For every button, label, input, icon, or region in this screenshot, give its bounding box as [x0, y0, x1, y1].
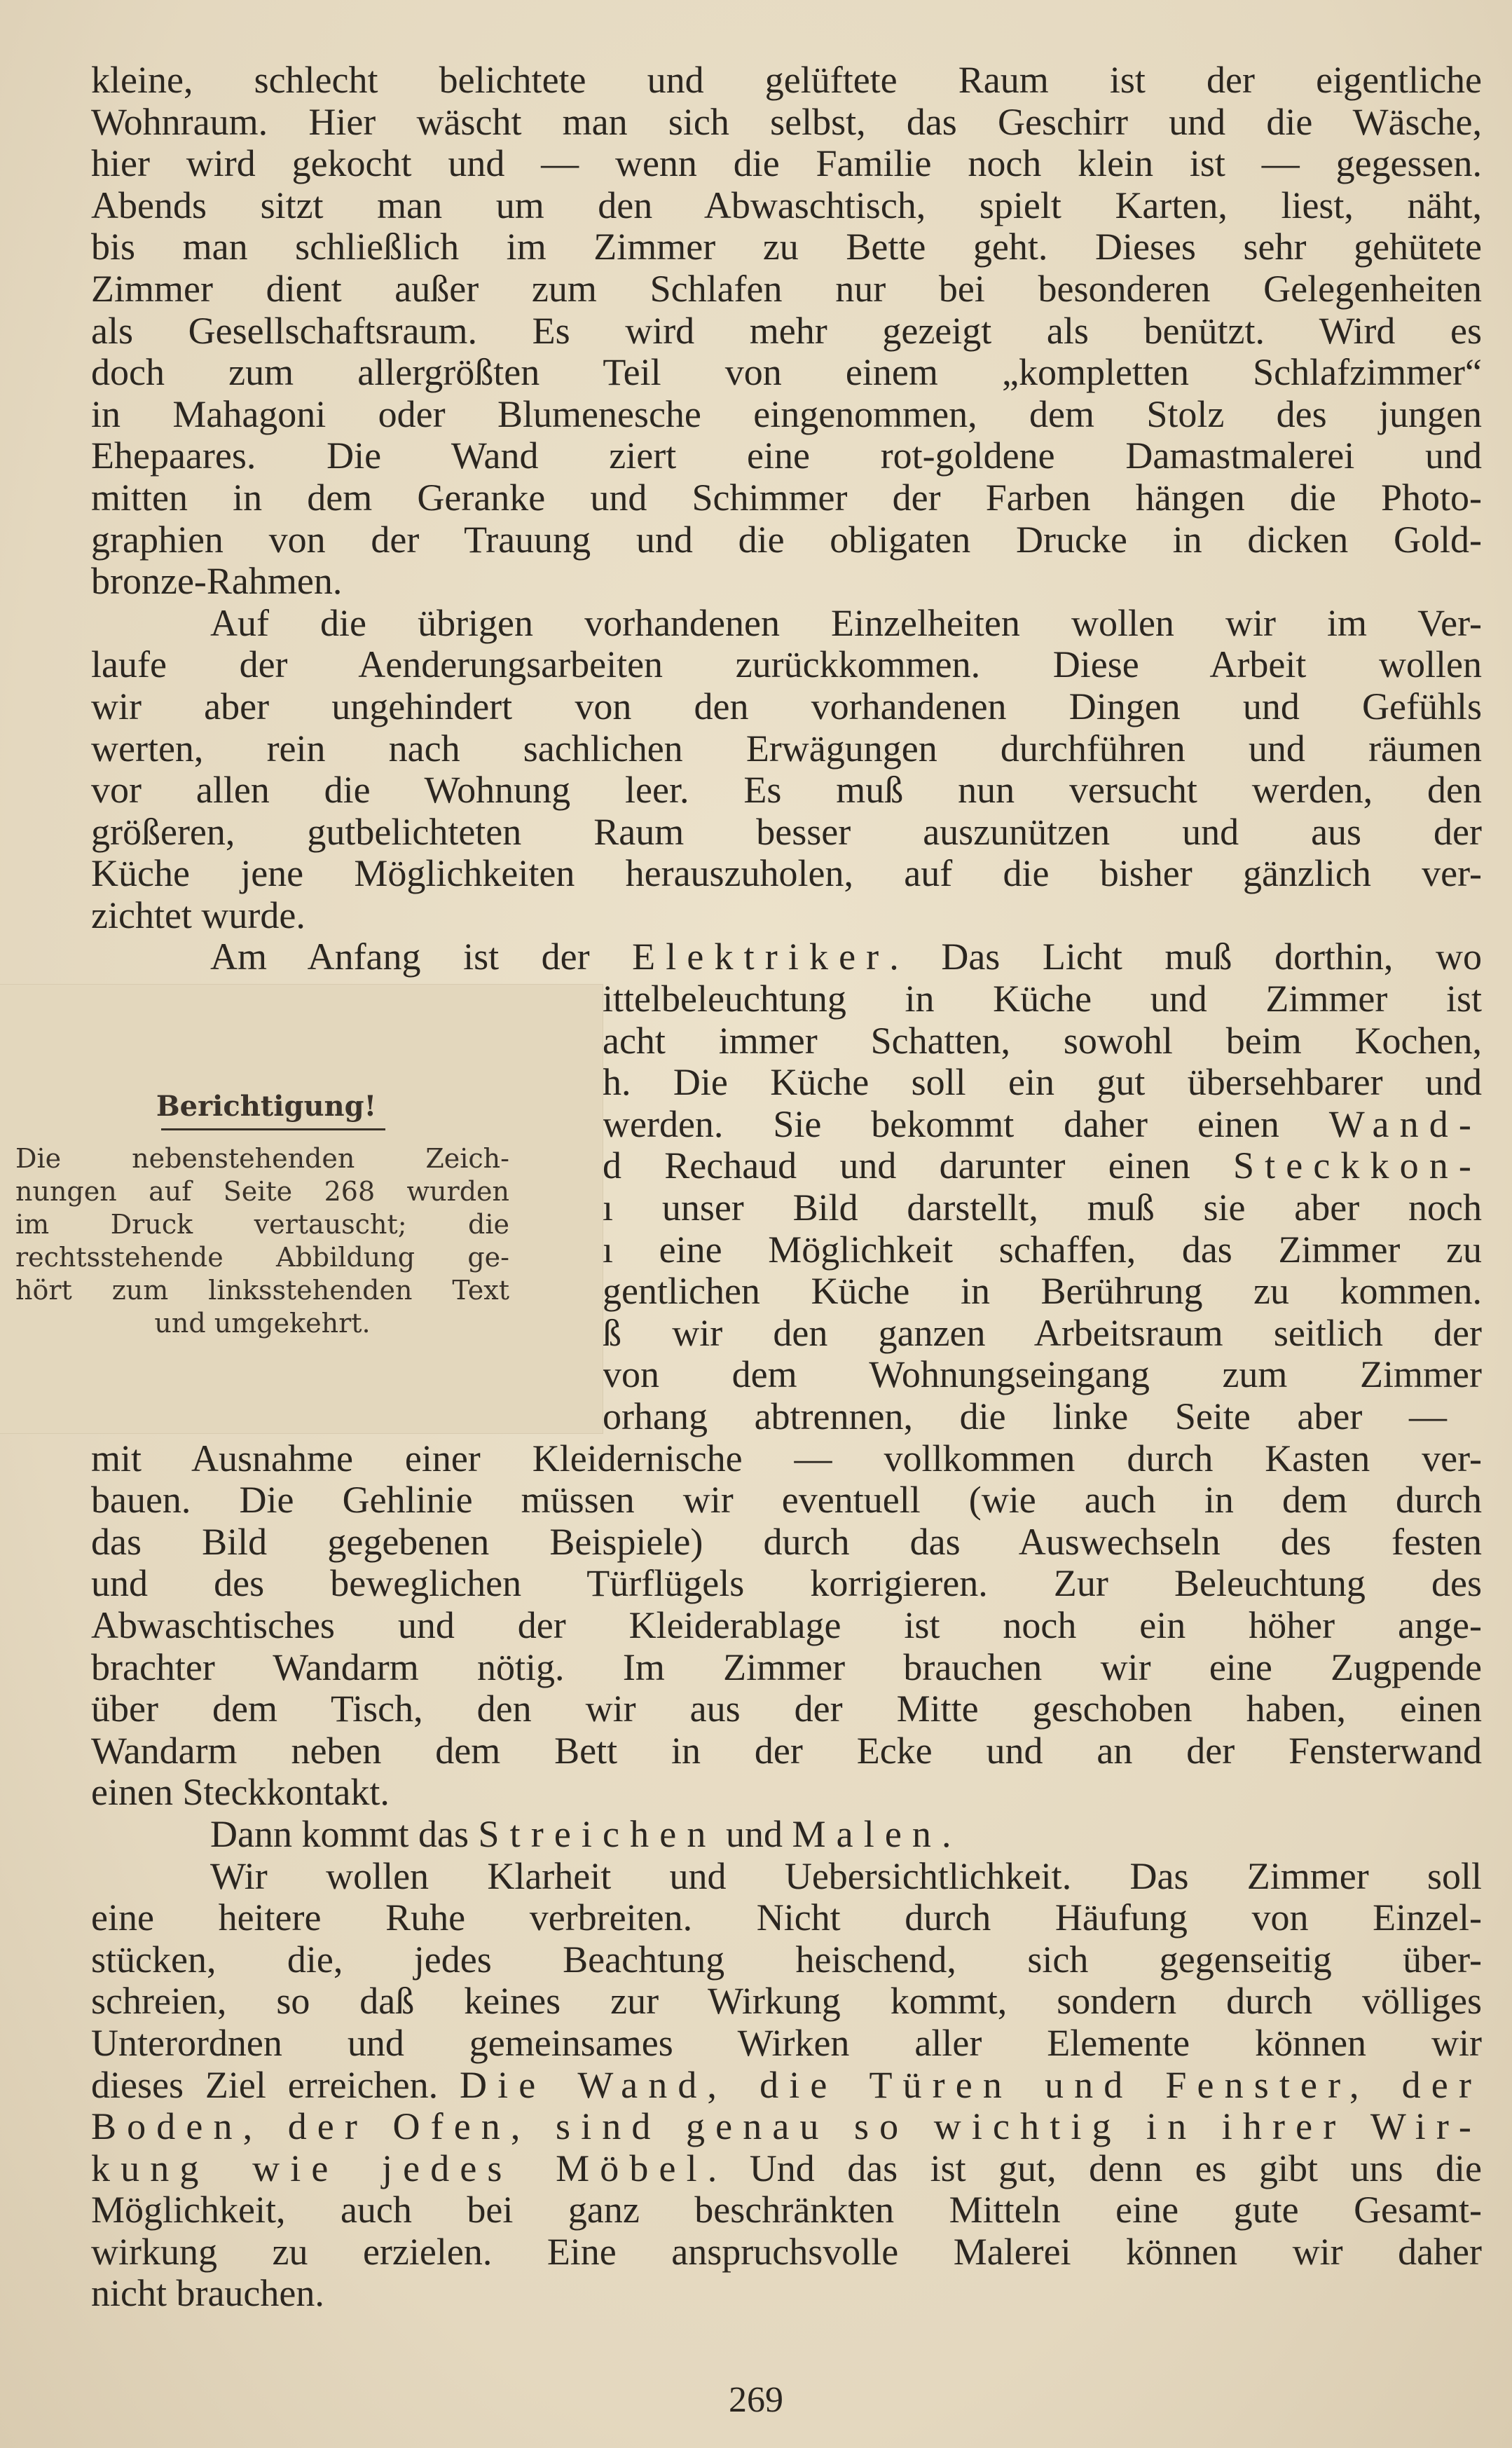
text-line: ittelbeleuchtung in Küche und Zimmer ist — [603, 978, 1482, 1020]
text-line — [91, 1814, 1482, 1856]
text-line: bis man schließlich im Zimmer zu Bette geht. Dieses sehr gehütete — [91, 226, 1482, 268]
note-line: nungen auf Seite 268 wurden — [15, 1176, 509, 1207]
text-line: einen Steckkontakt. — [91, 1771, 390, 1814]
text-line: eine heitere Ruhe verbreiten. Nicht durch Häufung von Einzel- — [91, 1896, 1482, 1939]
text-run: . Das Licht muß dorthin, wo — [889, 936, 1482, 978]
page-number: 269 — [729, 2380, 783, 2420]
text-run: und — [716, 1812, 792, 1855]
note-title: Berichtigung! — [156, 1090, 377, 1123]
text-line: von dem Wohnungseingang zum Zimmer — [603, 1353, 1482, 1396]
correction-note — [0, 985, 603, 1433]
text-line: Ehepaares. Die Wand ziert eine rot-goldene Damastmalerei und — [91, 435, 1482, 477]
note-line: Die nebenstehenden Zeich- — [15, 1143, 509, 1174]
text-line: orhang abtrennen, die linke Seite aber — — [603, 1395, 1447, 1437]
note-line: hört zum linksstehenden Text — [15, 1275, 509, 1306]
text-line — [91, 936, 1482, 978]
text-line: größeren, gutbelichteten Raum besser auszunützen und aus der — [91, 810, 1482, 853]
text-line: laufe der Aenderungsarbeiten zurückkommen. Diese Arbeit wollen — [91, 643, 1482, 686]
spaced-emphasis: Wand- — [1328, 1102, 1482, 1145]
text-line: wir aber ungehindert von den vorhandenen Dingen und Gefühls — [91, 685, 1482, 727]
text-run: . Und das ist gut, denn es gibt uns die — [707, 2147, 1482, 2189]
text-line: ß wir den ganzen Arbeitsraum seitlich der — [603, 1311, 1482, 1354]
text-line: bronze-Rahmen. — [91, 560, 343, 603]
text-line: wirkung zu erzielen. Eine anspruchsvolle Malerei können wir daher — [91, 2230, 1482, 2273]
spaced-emphasis: Die Wand, die Türen und Fenster, der — [459, 2063, 1482, 2106]
text-line: Wandarm neben dem Bett in der Ecke und an der Fensterwand — [91, 1729, 1482, 1772]
text-line: schreien, so daß keines zur Wirkung kommt, sondern durch völliges — [91, 1980, 1482, 2023]
text-line: nicht brauchen. — [91, 2272, 324, 2315]
spaced-emphasis: Elektriker — [632, 936, 890, 978]
text-line: Unterordnen und gemeinsames Wirken aller Elemente können wir — [91, 2021, 1482, 2064]
text-line: Abwaschtisches und der Kleiderablage ist noch ein höher ange- — [91, 1603, 1482, 1646]
text-line — [603, 1145, 1482, 1187]
text-line: ı eine Möglichkeit schaffen, das Zimmer zu — [603, 1228, 1482, 1271]
text-line: Abends sitzt man um den Abwaschtisch, spielt Karten, liest, näht, — [91, 184, 1482, 226]
text-run: werden. Sie bekommt daher einen — [603, 1102, 1329, 1145]
note-body — [15, 1142, 509, 1340]
text-line: Zimmer dient außer zum Schlafen nur bei besonderen Gelegenheiten — [91, 267, 1482, 310]
text-line — [91, 2065, 1482, 2107]
text-line — [91, 2106, 1482, 2148]
text-line: und des beweglichen Türflügels korrigieren. Zur Beleuchtung des — [91, 1562, 1482, 1605]
text-line: stücken, die, jedes Beachtung heischend, sich gegenseitig über- — [91, 1938, 1482, 1981]
spaced-emphasis: Malen — [792, 1812, 942, 1855]
spaced-emphasis: kung wie jedes Möbel — [91, 2147, 708, 2189]
text-run: d Rechaud und darunter einen — [603, 1144, 1233, 1187]
note-line: rechtsstehende Abbildung ge- — [15, 1242, 509, 1273]
text-line: gentlichen Küche in Berührung zu kommen. — [603, 1270, 1482, 1313]
text-line: über dem Tisch, den wir aus der Mitte geschoben haben, einen — [91, 1688, 1482, 1730]
text-line: hier wird gekocht und — wenn die Familie noch klein ist — gegessen. — [91, 142, 1482, 185]
text-line: acht immer Schatten, sowohl beim Kochen, — [603, 1019, 1482, 1062]
text-line: ı unser Bild darstellt, muß sie aber noch — [603, 1187, 1482, 1229]
text-run: . — [942, 1812, 951, 1855]
text-line: bauen. Die Gehlinie müssen wir eventuell (wie auch in dem durch — [91, 1479, 1482, 1522]
text-line: Möglichkeit, auch bei ganz beschränkten Mitteln eine gute Gesamt- — [91, 2189, 1482, 2231]
text-line: vor allen die Wohnung leer. Es muß nun versucht werden, den — [91, 769, 1482, 812]
text-line: das Bild gegebenen Beispiele) durch das Auswechseln des festen — [91, 1520, 1482, 1563]
text-line: werten, rein nach sachlichen Erwägungen durchführen und räumen — [91, 727, 1482, 770]
text-line: doch zum allergrößten Teil von einem „kompletten Schlafzimmer“ — [91, 351, 1482, 394]
note-title-underline — [161, 1128, 385, 1130]
note-line: im Druck vertauscht; die — [15, 1209, 509, 1240]
text-line: mitten in dem Geranke und Schimmer der Farben hängen die Photo- — [91, 476, 1482, 519]
text-line — [603, 1104, 1482, 1146]
text-run: dieses Ziel erreichen. — [91, 2063, 460, 2106]
text-line: brachter Wandarm nötig. Im Zimmer brauchen wir eine Zugpende — [91, 1646, 1482, 1688]
text-line: Auf die übrigen vorhandenen Einzelheiten wollen wir im Ver- — [210, 601, 1482, 644]
text-line: mit Ausnahme einer Kleidernische — vollkommen durch Kasten ver- — [91, 1437, 1482, 1479]
text-line: graphien von der Trauung und die obligaten Drucke in dicken Gold- — [91, 518, 1482, 561]
text-line: h. Die Küche soll ein gut übersehbarer und — [603, 1061, 1482, 1104]
text-line: als Gesellschaftsraum. Es wird mehr gezeigt als benützt. Wird es — [91, 309, 1482, 352]
text-line: in Mahagoni oder Blumenesche eingenommen, dem Stolz des jungen — [91, 392, 1482, 435]
spaced-emphasis: Steckkon- — [1232, 1144, 1482, 1187]
text-line: kleine, schlecht belichtete und gelüftete Raum ist der eigentliche — [91, 59, 1482, 101]
text-line: zichtet wurde. — [91, 894, 305, 936]
text-run: Am Anfang ist der — [210, 936, 633, 978]
text-line: Wir wollen Klarheit und Uebersichtlichkeit. Das Zimmer soll — [210, 1854, 1482, 1897]
text-line: Wohnraum. Hier wäscht man sich selbst, das Geschirr und die Wäsche, — [91, 100, 1482, 143]
note-line: und umgekehrt. — [154, 1308, 371, 1339]
spaced-emphasis: Streichen — [478, 1812, 717, 1855]
text-run: Dann kommt das — [210, 1812, 479, 1855]
spaced-emphasis: Boden, der Ofen, sind genau so wichtig in ihrer Wir- — [91, 2105, 1482, 2148]
text-line — [91, 2148, 1482, 2190]
text-line: Küche jene Möglichkeiten herauszuholen, auf die bisher gänzlich ver- — [91, 852, 1482, 895]
